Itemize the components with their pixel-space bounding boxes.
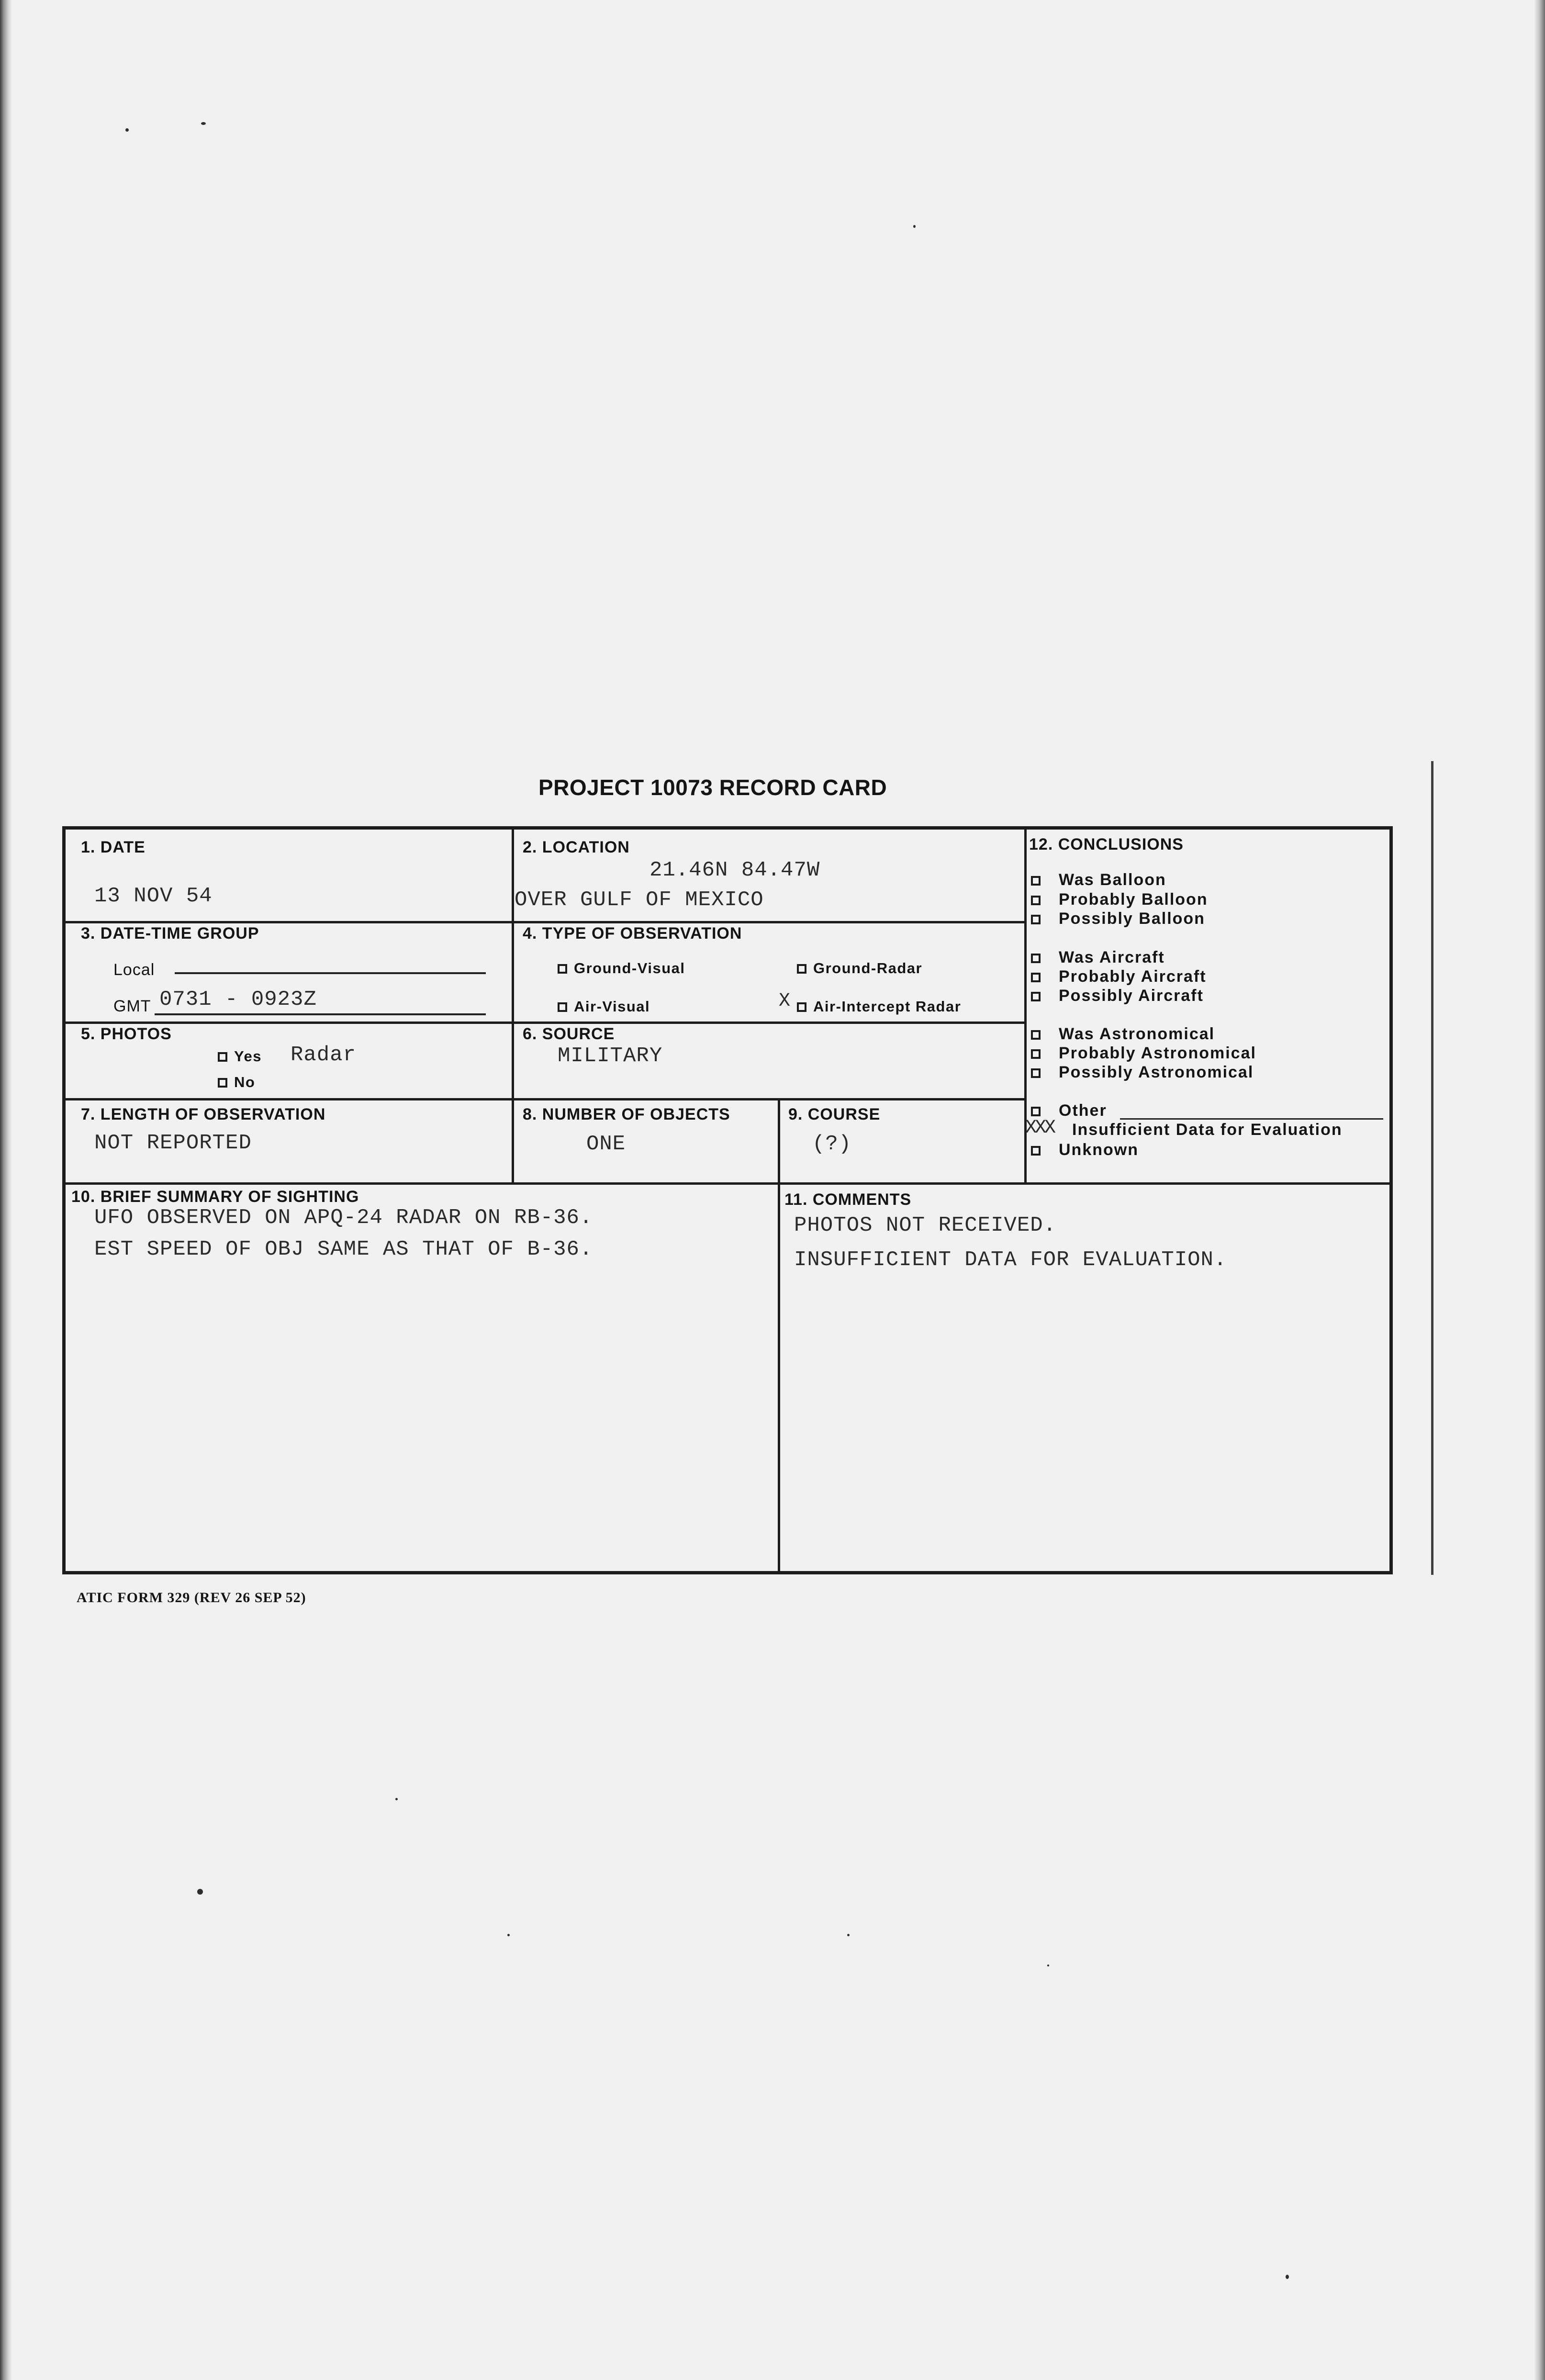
conclusion-probably-balloon: [1031, 890, 1208, 909]
comments-line-1: PHOTOS NOT RECEIVED.: [794, 1213, 1057, 1237]
local-time-label: Local: [113, 961, 155, 979]
dust-speck: [913, 225, 916, 228]
checkbox: [1031, 992, 1041, 1001]
photos-yes-option: [218, 1048, 262, 1065]
conclusions-label: 12. CONCLUSIONS: [1029, 835, 1184, 853]
photos-yes-note: Radar: [291, 1043, 357, 1067]
date-value: 13 NOV 54: [94, 884, 213, 908]
card-title: PROJECT 10073 RECORD CARD: [538, 775, 887, 800]
course-label: 9. COURSE: [788, 1105, 881, 1123]
insufficient-data-mark: XXX: [1025, 1117, 1054, 1139]
ground-visual-option: [558, 960, 685, 977]
conclusion-was-astronomical: [1031, 1024, 1215, 1044]
air-visual-option: [558, 998, 650, 1015]
checkbox: [1031, 954, 1041, 963]
length-of-observation-value: NOT REPORTED: [94, 1131, 252, 1155]
conclusion-text: Unknown: [1059, 1141, 1139, 1159]
photos-yes-text: Yes: [234, 1048, 262, 1065]
comments-label: 11. COMMENTS: [784, 1190, 912, 1209]
dust-speck: [125, 128, 129, 132]
conclusion-insufficient-data: [1072, 1120, 1343, 1140]
dust-speck: [1286, 2275, 1289, 2279]
grid-line: [778, 1182, 780, 1574]
grid-line: [512, 830, 514, 1182]
type-of-observation-label: 4. TYPE OF OBSERVATION: [523, 924, 742, 943]
grid-line: [66, 1098, 1024, 1100]
conclusion-possibly-astronomical: [1031, 1063, 1254, 1082]
checkbox: [218, 1052, 227, 1062]
grid-line: [66, 1182, 1393, 1185]
dust-speck: [847, 1934, 850, 1936]
grid-line: [66, 921, 1024, 923]
air-intercept-radar-text: Air-Intercept Radar: [813, 998, 962, 1015]
number-of-objects-label: 8. NUMBER OF OBJECTS: [523, 1105, 730, 1123]
source-label: 6. SOURCE: [523, 1025, 615, 1043]
conclusion-text: Probably Astronomical: [1059, 1044, 1256, 1062]
conclusion-text: Possibly Aircraft: [1059, 987, 1204, 1005]
conclusion-was-aircraft: [1031, 948, 1165, 967]
checkbox: [797, 964, 806, 974]
conclusion-text: Was Balloon: [1059, 871, 1166, 889]
checkbox: [1031, 1049, 1041, 1059]
summary-line-2: EST SPEED OF OBJ SAME AS THAT OF B-36.: [94, 1237, 593, 1261]
conclusion-possibly-aircraft: [1031, 986, 1204, 1006]
film-edge-left: [0, 0, 11, 2380]
checkbox: [558, 1002, 567, 1012]
course-value: (?): [812, 1132, 852, 1156]
number-of-objects-value: ONE: [586, 1132, 626, 1156]
date-time-group-label: 3. DATE-TIME GROUP: [81, 924, 259, 943]
conclusion-probably-aircraft: [1031, 967, 1207, 987]
scan-border-line: [1431, 761, 1433, 1575]
summary-label: 10. BRIEF SUMMARY OF SIGHTING: [71, 1188, 359, 1206]
air-intercept-radar-option: [797, 998, 961, 1015]
checkbox: [558, 964, 567, 974]
comments-line-2: INSUFFICIENT DATA FOR EVALUATION.: [794, 1248, 1227, 1272]
conclusion-text: Possibly Balloon: [1059, 909, 1205, 928]
location-label: 2. LOCATION: [523, 838, 630, 856]
checkbox: [1031, 1146, 1041, 1156]
summary-line-1: UFO OBSERVED ON APQ-24 RADAR ON RB-36.: [94, 1206, 593, 1230]
checkbox: [1031, 973, 1041, 982]
source-value: MILITARY: [558, 1044, 663, 1068]
photos-no-option: [218, 1074, 255, 1091]
conclusion-text: Insufficient Data for Evaluation: [1072, 1121, 1343, 1139]
air-intercept-mark: X: [779, 990, 791, 1012]
other-line: [1120, 1118, 1383, 1120]
dust-speck: [197, 1889, 203, 1895]
film-edge-right: [1534, 0, 1545, 2380]
form-number: ATIC FORM 329 (REV 26 SEP 52): [77, 1590, 306, 1605]
conclusion-text: Probably Aircraft: [1059, 967, 1207, 986]
checkbox: [1031, 1030, 1041, 1040]
checkbox: [1031, 1068, 1041, 1078]
conclusion-text: Probably Balloon: [1059, 890, 1208, 909]
dust-speck: [395, 1798, 398, 1800]
conclusion-text: Was Astronomical: [1059, 1025, 1215, 1043]
grid-line: [778, 1098, 780, 1182]
checkbox: [797, 1002, 806, 1012]
location-place: OVER GULF OF MEXICO: [515, 888, 764, 912]
checkbox: [218, 1078, 227, 1088]
conclusion-was-balloon: [1031, 870, 1166, 890]
dust-speck: [507, 1934, 510, 1936]
ground-visual-text: Ground-Visual: [574, 960, 685, 977]
grid-line: [66, 1022, 1024, 1024]
conclusion-text: Was Aircraft: [1059, 948, 1165, 966]
gmt-label: GMT: [113, 997, 151, 1015]
gmt-value: 0731 - 0923Z: [159, 988, 317, 1011]
conclusion-probably-astronomical: [1031, 1044, 1256, 1063]
conclusion-unknown: [1031, 1140, 1139, 1160]
dust-speck: [1047, 1965, 1049, 1966]
photos-no-text: No: [234, 1074, 256, 1090]
checkbox: [1031, 1107, 1041, 1116]
conclusion-text: Possibly Astronomical: [1059, 1063, 1254, 1081]
dust-speck: [201, 122, 206, 125]
photos-label: 5. PHOTOS: [81, 1025, 172, 1043]
length-of-observation-label: 7. LENGTH OF OBSERVATION: [81, 1105, 326, 1123]
checkbox: [1031, 915, 1041, 924]
checkbox: [1031, 876, 1041, 886]
date-label: 1. DATE: [81, 838, 146, 856]
conclusion-possibly-balloon: [1031, 909, 1205, 929]
record-card: [62, 826, 1393, 1574]
ground-radar-option: [797, 960, 922, 977]
location-coordinates: 21.46N 84.47W: [649, 858, 820, 882]
ground-radar-text: Ground-Radar: [813, 960, 923, 977]
local-time-line: [175, 972, 486, 974]
checkbox: [1031, 896, 1041, 905]
air-visual-text: Air-Visual: [574, 998, 650, 1015]
conclusion-text: Other: [1059, 1101, 1107, 1120]
gmt-line: [155, 1013, 486, 1015]
